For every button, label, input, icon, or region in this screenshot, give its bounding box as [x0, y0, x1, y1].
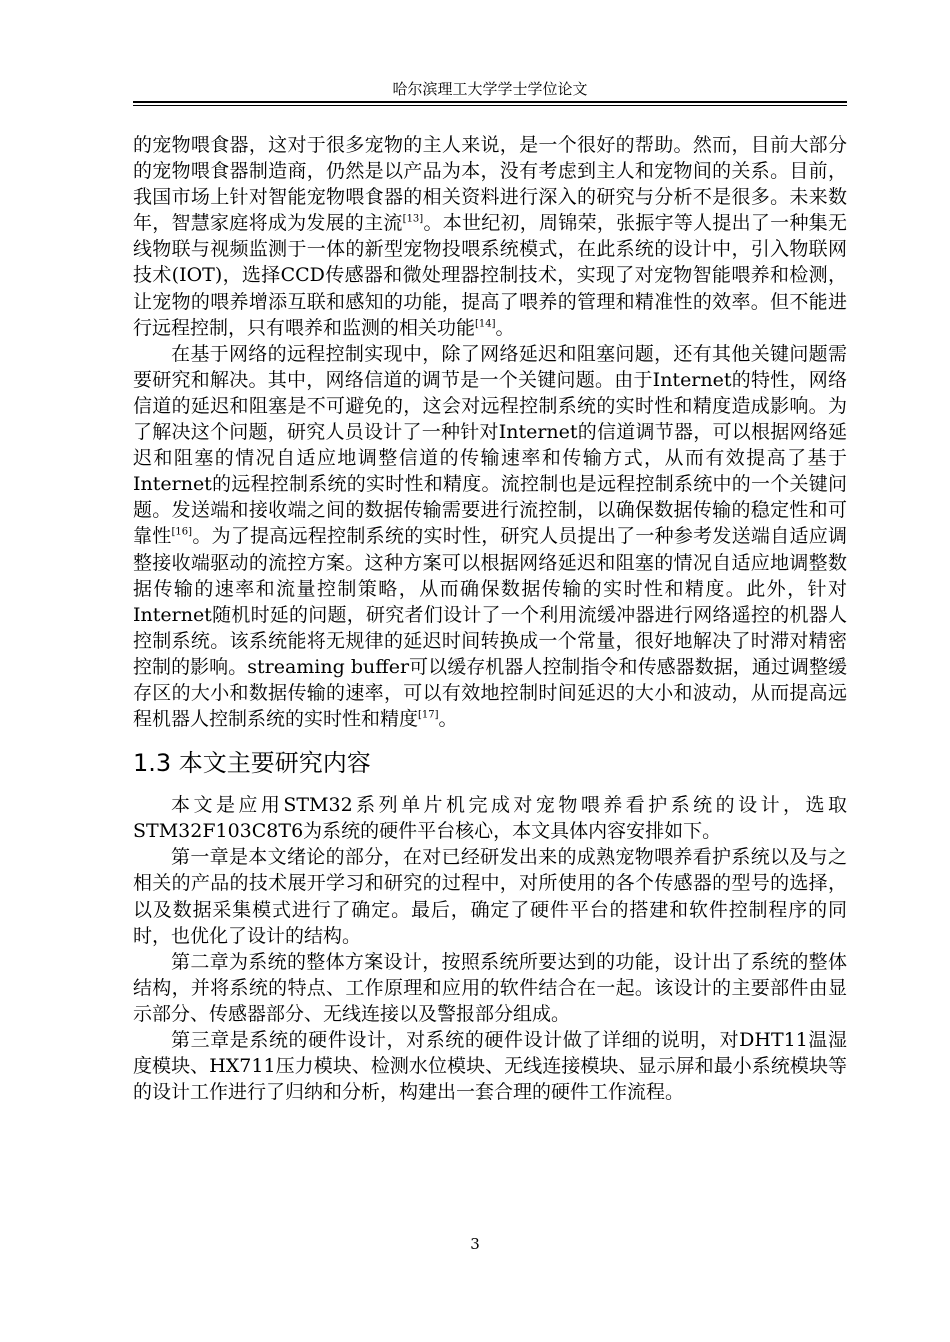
paragraph-text: 在基于网络的远程控制实现中，除了网络延迟和阻塞问题，还有其他关键问题需要研究和解决。其中，网络信道的调节是一个关键问题。由于Internet的特性，网络信道的延迟和阻塞是不可避免的，这会对远程控制系统的实时性和精度造成影响。为了解决这个问题，研究人员设计了一种针对Internet的信道调节器，可以根据网络延迟和阻塞的情况自适应地调整信道的传输速率和传输方式，从而有效提高了基于Internet的远程控制系统的实时性和精度。流控制也是远程控制系统中的一个关键问题。发送端和接收端之间的数据传输需要进行流控制，以确保数据传输的稳定性和可靠性: [133, 342, 847, 548]
citation-reference: [16]: [171, 527, 193, 539]
citation-reference: [14]: [475, 318, 496, 330]
paragraph-text: 。本世纪初，周锦荣，张振宇等人提出了一种集无线物联与视频监测于一体的新型宠物投喂系统模式，在此系统的设计中，引入物联网技术(IOT)，选择CCD传感器和微处理器控制技术，实现了对宠物智能喂养和检测，让宠物的喂养增添互联和感知的功能，提高了喂养的管理和精准性的效率。但不能进行远程控制，只有喂养和监测的相关功能: [133, 212, 847, 339]
paragraph: [133, 1027, 847, 1105]
paragraph-text: 第三章是系统的硬件设计，对系统的硬件设计做了详细的说明，对DHT11温湿度模块、HX711压力模块、检测水位模块、无线连接模块、显示屏和最小系统模块等的设计工作进行了归纳和分析，构建出一套合理的硬件工作流程。: [133, 1029, 847, 1104]
header-rule-thick: [133, 101, 847, 103]
paragraph-text: 第二章为系统的整体方案设计，按照系统所要达到的功能，设计出了系统的整体结构，并将系统的特点、工作原理和应用的软件结合在一起。该设计的主要部件由显示部分、传感器部分、无线连接以及警报部分组成。: [133, 950, 847, 1025]
page-body: [133, 132, 847, 1105]
paragraph-text: 。: [495, 316, 515, 339]
header-rule-thin: [133, 105, 847, 106]
paragraph-text: 的宠物喂食器，这对于很多宠物的主人来说，是一个很好的帮助。然而，目前大部分的宠物喂食器制造商，仍然是以产品为本，没有考虑到主人和宠物间的关系。目前，我国市场上针对智能宠物喂食器的相关资料进行深入的研究与分析不是很多。未来数年，智慧家庭将成为发展的主流: [133, 134, 847, 235]
paragraph-text: 第一章是本文绪论的部分，在对已经研发出来的成熟宠物喂养看护系统以及与之相关的产品的技术展开学习和研究的过程中，对所使用的各个传感器的型号的选择，以及数据采集模式进行了确定。最后，确定了硬件平台的搭建和软件控制程序的同时，也优化了设计的结构。: [133, 846, 847, 947]
paragraph: [133, 341, 847, 732]
paragraph-text: 本文是应用STM32系列单片机完成对宠物喂养看护系统的设计，选取STM32F103C8T6为系统的硬件平台核心，本文具体内容安排如下。: [133, 794, 847, 843]
section-heading: 1.3 本文主要研究内容: [133, 749, 371, 778]
paragraph-text: 。: [438, 708, 458, 731]
body-paragraphs-top: [133, 132, 847, 732]
page-number: 3: [470, 1235, 480, 1253]
paragraph: [133, 132, 847, 341]
paragraph-text: 。为了提高远程控制系统的实时性，研究人员提出了一种参考发送端自适应调整接收端驱动的流控方案。这种方案可以根据网络延迟和阻塞的情况自适应地调整数据传输的速率和流量控制策略，从而确保数据传输的实时性和精度。此外，针对Internet随机时延的问题，研究者们设计了一个利用流缓冲器进行网络遥控的机器人控制系统。该系统能将无规律的延迟时间转换成一个常量，很好地解决了时滞对精密控制的影响。streaming buffer可以缓存机器人控制指令和传感器数据，通过调整缓存区的大小和数据传输的速率，可以有效地控制时间延迟的大小和波动，从而提高远程机器人控制系统的实时性和精度: [133, 525, 847, 731]
citation-reference: [13]: [402, 213, 424, 225]
paragraph: [133, 949, 847, 1027]
body-paragraphs-bottom: [133, 792, 847, 1105]
paragraph: [133, 792, 847, 844]
running-header: 哈尔滨理工大学学士学位论文: [392, 80, 588, 98]
citation-reference: [17]: [418, 709, 439, 721]
paragraph: [133, 844, 847, 948]
